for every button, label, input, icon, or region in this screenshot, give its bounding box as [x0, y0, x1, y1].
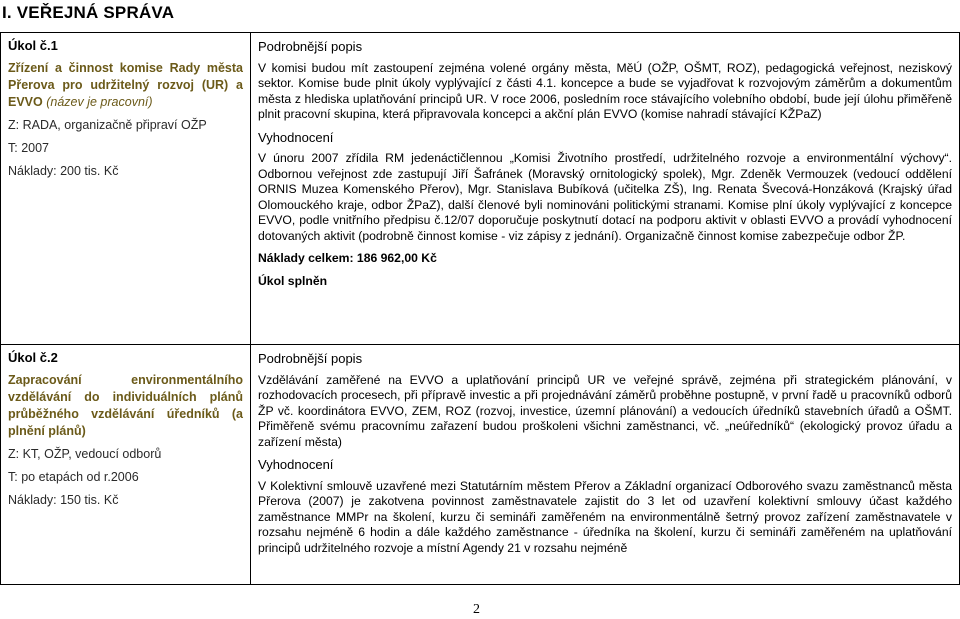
task-detail-cell [251, 33, 960, 345]
task-title: Zapracování environmentálního vzdělávání do individuálních plánů průběžného vzdělávání úředníků (a plnění plánů) [8, 373, 243, 438]
evaluation-text: V únoru 2007 zřídila RM jedenáctičlennou „Komisi Životního prostředí, udržitelného rozvoje a environmentální výchovy“. Odbornou veřejnost zde zastupují Jiří Šafránek (Moravský ornitologický spolek), Mgr. Zdeněk Vermouzek (vedoucí oddělení ORNIS Muzea Komenského Přerov), Mgr. Stanislava Bubíková (učitelka ZŠ), Ing. Renata Švecová-Honzáková (Krajský úřad Olomouckého kraje, odbor ŽPaZ), další členové byli nominováni politickými stranami. Komise plní úkoly vyplývající z koncepce EVVO, podle vnitřního předpisu č.12/07 doporučuje poskytnutí dotací na podporu aktivit v oblasti EVVO a provádí vyhodnocení dotovaných aktivit (podrobně činnost komise - viz zápisy z jednání). Organizačně činnost komise zabezpečuje odbor ŽP. [258, 151, 952, 243]
detail-heading: Podrobnější popis [258, 351, 363, 366]
task-costs: Náklady: 200 tis. Kč [8, 164, 119, 178]
task-deadline: T: po etapách od r.2006 [8, 470, 139, 484]
task-status: Úkol splněn [258, 273, 328, 288]
task-row [1, 33, 960, 345]
detail-heading: Podrobnější popis [258, 39, 363, 54]
task-detail-cell [251, 345, 960, 585]
task-responsible: Z: KT, OŽP, vedoucí odborů [8, 447, 162, 461]
evaluation-text: V Kolektivní smlouvě uzavřené mezi Statutárním městem Přerov a Základní organizací Odborového svazu zaměstnanců města Přerova (2007) je zakotvena povinnost zaměstnavatele zajistit do 3 let od uzavření kolektivní smlouvy účast každého zaměstnance MMPr na školení, kurzu či semináři zaměřeném na environmentálně šetrný provoz zařízení zaměstnavatele v rozsahu nejméně 6 hodin a dále každého zaměstnance - úředníka na školení, kurzu či semináři zaměřeném na uplatňování principů udržitelného rozvoje a místní Agendy 21 v rozsahu nejméně [258, 478, 952, 555]
task-title: Zřízení a činnost komise Rady města Přerova pro udržitelný rozvoj (UR) a EVVO (název je pracovní) [8, 61, 243, 109]
tasks-table [0, 32, 960, 585]
task-label: Úkol č.1 [8, 38, 58, 53]
detail-text: V komisi budou mít zastoupení zejména volené orgány města, MěÚ (OŽP, OŠMT, ROZ), pedagogická veřejnost, neziskový sektor. Komise bude plnit úkoly vyplývající z části 4.1. koncepce a bude se vyjadřovat k rozvojovým záměrům a dokumentům města z hlediska uplatňování principů UR. V roce 2006, posledním roce stávajícího volebního období, bude její úlohu přiměřeně plnit pracovní skupina, která připravovala koncepci a akční plán EVVO (komise nahradí stávající KŽPaZ) [258, 60, 952, 121]
section-heading: I. VEŘEJNÁ SPRÁVA [2, 3, 175, 22]
task-costs: Náklady: 150 tis. Kč [8, 493, 119, 507]
evaluation-heading: Vyhodnocení [258, 457, 334, 472]
task-summary-cell [1, 33, 251, 345]
task-responsible: Z: RADA, organizačně připraví OŽP [8, 118, 207, 132]
task-row [1, 345, 960, 585]
task-title-note: (název je pracovní) [46, 95, 153, 109]
task-deadline: T: 2007 [8, 141, 50, 155]
total-costs: Náklady celkem: 186 962,00 Kč [258, 251, 437, 265]
task-summary-cell [1, 345, 251, 585]
task-label: Úkol č.2 [8, 350, 58, 365]
page-number: 2 [473, 602, 480, 617]
detail-text: Vzdělávání zaměřené na EVVO a uplatňování principů UR ve veřejné správě, zejména při strategickém plánování, v rozhodovacích procesech, při přípravě investic a při projednávání záměrů proběhne postupně, v první řadě u pracovníků odborů ŽP vč. koordinátora EVVO, ZEM, ROZ (rozvoj, investice, územní plánování) a vedoucích úředníků stavebních úřadů a OŠMT. Přiměřeně svému pracovnímu zařazení budou proškoleni všichni zaměstnanci, vč. „neúředníků“ (ekologický provoz úřadu a zařízení města) [258, 372, 952, 449]
evaluation-heading: Vyhodnocení [258, 129, 334, 145]
